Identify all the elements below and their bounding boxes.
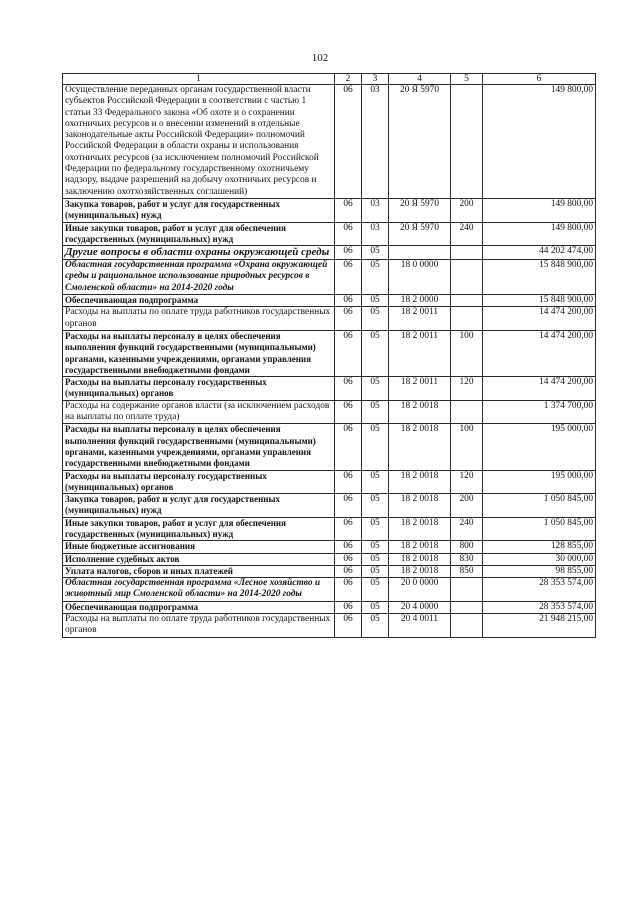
table-row xyxy=(63,377,596,401)
table-row xyxy=(63,494,596,518)
cell-csr: 18 2 0018 xyxy=(389,541,451,553)
table-row xyxy=(63,307,596,331)
cell-name: Расходы на выплаты персоналу государственных (муниципальных) органов xyxy=(63,470,335,494)
cell-csr: 18 2 0011 xyxy=(389,377,451,401)
cell-name: Иные закупки товаров, работ и услуг для обеспечения государственных (муниципальных) нужд xyxy=(63,517,335,541)
cell-razdel: 06 xyxy=(335,330,362,376)
cell-podrazdel: 05 xyxy=(362,565,389,577)
cell-csr: 18 2 0018 xyxy=(389,494,451,518)
table-row xyxy=(63,246,596,260)
column-header-sum: 6 xyxy=(483,74,596,85)
cell-podrazdel: 05 xyxy=(362,295,389,307)
cell-vr: 200 xyxy=(451,198,483,222)
cell-name: Областная государственная программа «Лесное хозяйство и животный мир Смоленской области» на 2014-2020 годы xyxy=(63,578,335,602)
cell-razdel: 06 xyxy=(335,307,362,331)
table-row xyxy=(63,517,596,541)
table-row xyxy=(63,424,596,470)
cell-sum: 128 855,00 xyxy=(483,541,596,553)
cell-name: Расходы на выплаты персоналу в целях обеспечения выполнения функций государственными (муниципальными) органами, казенными учреждениями, органами управления государственными внебюджетными фондами xyxy=(63,424,335,470)
table-row xyxy=(63,565,596,577)
cell-sum: 149 800,00 xyxy=(483,85,596,199)
cell-razdel: 06 xyxy=(335,565,362,577)
cell-podrazdel: 03 xyxy=(362,222,389,246)
table-row xyxy=(63,541,596,553)
cell-name: Расходы на выплаты по оплате труда работников государственных органов xyxy=(63,614,335,638)
cell-razdel: 06 xyxy=(335,553,362,565)
cell-sum: 195 000,00 xyxy=(483,470,596,494)
table-row xyxy=(63,330,596,376)
table-row xyxy=(63,85,596,199)
cell-vr: 240 xyxy=(451,222,483,246)
cell-razdel: 06 xyxy=(335,85,362,199)
cell-sum: 149 800,00 xyxy=(483,198,596,222)
cell-vr: 240 xyxy=(451,517,483,541)
cell-sum: 28 353 574,00 xyxy=(483,601,596,613)
cell-csr: 18 2 0018 xyxy=(389,470,451,494)
cell-vr: 830 xyxy=(451,553,483,565)
column-header-razdel: 2 xyxy=(335,74,362,85)
cell-csr xyxy=(389,246,451,260)
table-row xyxy=(63,198,596,222)
cell-vr: 100 xyxy=(451,424,483,470)
cell-razdel: 06 xyxy=(335,198,362,222)
cell-sum: 14 474 200,00 xyxy=(483,377,596,401)
cell-razdel: 06 xyxy=(335,246,362,260)
table-row xyxy=(63,601,596,613)
cell-podrazdel: 05 xyxy=(362,553,389,565)
cell-name: Другие вопросы в области охраны окружающей среды xyxy=(63,246,335,260)
cell-sum: 1 050 845,00 xyxy=(483,517,596,541)
budget-table xyxy=(62,73,596,638)
cell-podrazdel: 03 xyxy=(362,198,389,222)
cell-vr: 120 xyxy=(451,377,483,401)
table-row xyxy=(63,553,596,565)
table-row xyxy=(63,222,596,246)
column-header-name: 1 xyxy=(63,74,335,85)
cell-vr xyxy=(451,614,483,638)
cell-sum: 44 202 474,00 xyxy=(483,246,596,260)
cell-name: Иные закупки товаров, работ и услуг для обеспечения государственных (муниципальных) нужд xyxy=(63,222,335,246)
cell-name: Обеспечивающая подпрограмма xyxy=(63,295,335,307)
cell-vr xyxy=(451,246,483,260)
cell-razdel: 06 xyxy=(335,424,362,470)
cell-podrazdel: 03 xyxy=(362,85,389,199)
cell-razdel: 06 xyxy=(335,614,362,638)
page-number: 102 xyxy=(311,52,329,64)
cell-csr: 20 4 0011 xyxy=(389,614,451,638)
cell-razdel: 06 xyxy=(335,517,362,541)
column-header-vr: 5 xyxy=(451,74,483,85)
cell-vr: 120 xyxy=(451,470,483,494)
cell-podrazdel: 05 xyxy=(362,601,389,613)
cell-name: Расходы на выплаты персоналу в целях обеспечения выполнения функций государственными (муниципальными) органами, казенными учреждениями, органами управления государственными внебюджетными фондами xyxy=(63,330,335,376)
cell-name: Расходы на выплаты по оплате труда работников государственных органов xyxy=(63,307,335,331)
cell-csr: 18 2 0018 xyxy=(389,553,451,565)
cell-podrazdel: 05 xyxy=(362,424,389,470)
cell-name: Исполнение судебных актов xyxy=(63,553,335,565)
cell-sum: 1 050 845,00 xyxy=(483,494,596,518)
cell-sum: 28 353 574,00 xyxy=(483,578,596,602)
cell-sum: 1 374 700,00 xyxy=(483,400,596,424)
cell-sum: 14 474 200,00 xyxy=(483,307,596,331)
cell-vr xyxy=(451,85,483,199)
cell-vr: 200 xyxy=(451,494,483,518)
cell-name: Обеспечивающая подпрограмма xyxy=(63,601,335,613)
cell-vr: 100 xyxy=(451,330,483,376)
cell-vr: 850 xyxy=(451,565,483,577)
cell-name: Областная государственная программа «Охрана окружающей среды и рациональное использование природных ресурсов в Смоленской области» на 2014-2020 годы xyxy=(63,260,335,295)
cell-csr: 20 Я 5970 xyxy=(389,222,451,246)
cell-name: Закупка товаров, работ и услуг для государственных (муниципальных) нужд xyxy=(63,494,335,518)
table-row xyxy=(63,470,596,494)
cell-csr: 18 2 0018 xyxy=(389,424,451,470)
table-header-row xyxy=(63,74,596,85)
cell-name: Закупка товаров, работ и услуг для государственных (муниципальных) нужд xyxy=(63,198,335,222)
cell-name: Расходы на выплаты персоналу государственных (муниципальных) органов xyxy=(63,377,335,401)
cell-sum: 15 848 900,00 xyxy=(483,295,596,307)
cell-csr: 18 2 0011 xyxy=(389,307,451,331)
cell-razdel: 06 xyxy=(335,601,362,613)
cell-razdel: 06 xyxy=(335,494,362,518)
cell-podrazdel: 05 xyxy=(362,377,389,401)
cell-razdel: 06 xyxy=(335,295,362,307)
cell-sum: 14 474 200,00 xyxy=(483,330,596,376)
cell-razdel: 06 xyxy=(335,377,362,401)
cell-sum: 21 948 215,00 xyxy=(483,614,596,638)
cell-name: Иные бюджетные ассигнования xyxy=(63,541,335,553)
cell-name: Расходы на содержание органов власти (за исключением расходов на выплаты по оплате труда) xyxy=(63,400,335,424)
cell-podrazdel: 05 xyxy=(362,470,389,494)
cell-sum: 15 848 900,00 xyxy=(483,260,596,295)
cell-podrazdel: 05 xyxy=(362,614,389,638)
cell-csr: 18 2 0018 xyxy=(389,517,451,541)
cell-sum: 30 000,00 xyxy=(483,553,596,565)
cell-podrazdel: 05 xyxy=(362,246,389,260)
cell-sum: 195 000,00 xyxy=(483,424,596,470)
cell-vr xyxy=(451,260,483,295)
cell-razdel: 06 xyxy=(335,400,362,424)
table-row xyxy=(63,295,596,307)
cell-vr xyxy=(451,295,483,307)
cell-podrazdel: 05 xyxy=(362,400,389,424)
cell-razdel: 06 xyxy=(335,260,362,295)
cell-vr xyxy=(451,307,483,331)
cell-vr xyxy=(451,400,483,424)
cell-razdel: 06 xyxy=(335,470,362,494)
cell-vr xyxy=(451,601,483,613)
column-header-csr: 4 xyxy=(389,74,451,85)
cell-podrazdel: 05 xyxy=(362,260,389,295)
column-header-podrazdel: 3 xyxy=(362,74,389,85)
cell-csr: 20 Я 5970 xyxy=(389,198,451,222)
cell-csr: 18 0 0000 xyxy=(389,260,451,295)
cell-name: Осуществление переданных органам государственной власти субъектов Российской Федерации в соответствии с частью 1 статьи 33 Федерального закона «Об охоте и о сохранении охотничьих ресурсов и о внесении изменений в отдельные законодательные акты Российской Федерации» полномочий Российской Федерации в области охраны и использования охотничьих ресурсов (за исключением полномочий Российской Федерации по федеральному государственному охотничьему надзору, выдаче разрешений на добычу охотничьих ресурсов и заключению охотхозяйственных соглашений) xyxy=(63,85,335,199)
cell-razdel: 06 xyxy=(335,578,362,602)
cell-csr: 18 2 0011 xyxy=(389,330,451,376)
cell-podrazdel: 05 xyxy=(362,330,389,376)
table-row xyxy=(63,400,596,424)
cell-csr: 18 2 0018 xyxy=(389,565,451,577)
cell-podrazdel: 05 xyxy=(362,541,389,553)
cell-podrazdel: 05 xyxy=(362,517,389,541)
cell-name: Уплата налогов, сборов и иных платежей xyxy=(63,565,335,577)
cell-razdel: 06 xyxy=(335,222,362,246)
cell-sum: 149 800,00 xyxy=(483,222,596,246)
cell-vr: 800 xyxy=(451,541,483,553)
cell-podrazdel: 05 xyxy=(362,578,389,602)
cell-csr: 20 Я 5970 xyxy=(389,85,451,199)
table-row xyxy=(63,578,596,602)
cell-csr: 18 2 0000 xyxy=(389,295,451,307)
cell-sum: 98 855,00 xyxy=(483,565,596,577)
cell-razdel: 06 xyxy=(335,541,362,553)
cell-podrazdel: 05 xyxy=(362,494,389,518)
cell-podrazdel: 05 xyxy=(362,307,389,331)
cell-csr: 20 4 0000 xyxy=(389,601,451,613)
cell-csr: 20 0 0000 xyxy=(389,578,451,602)
cell-csr: 18 2 0018 xyxy=(389,400,451,424)
table-row xyxy=(63,260,596,295)
cell-vr xyxy=(451,578,483,602)
table-row xyxy=(63,614,596,638)
